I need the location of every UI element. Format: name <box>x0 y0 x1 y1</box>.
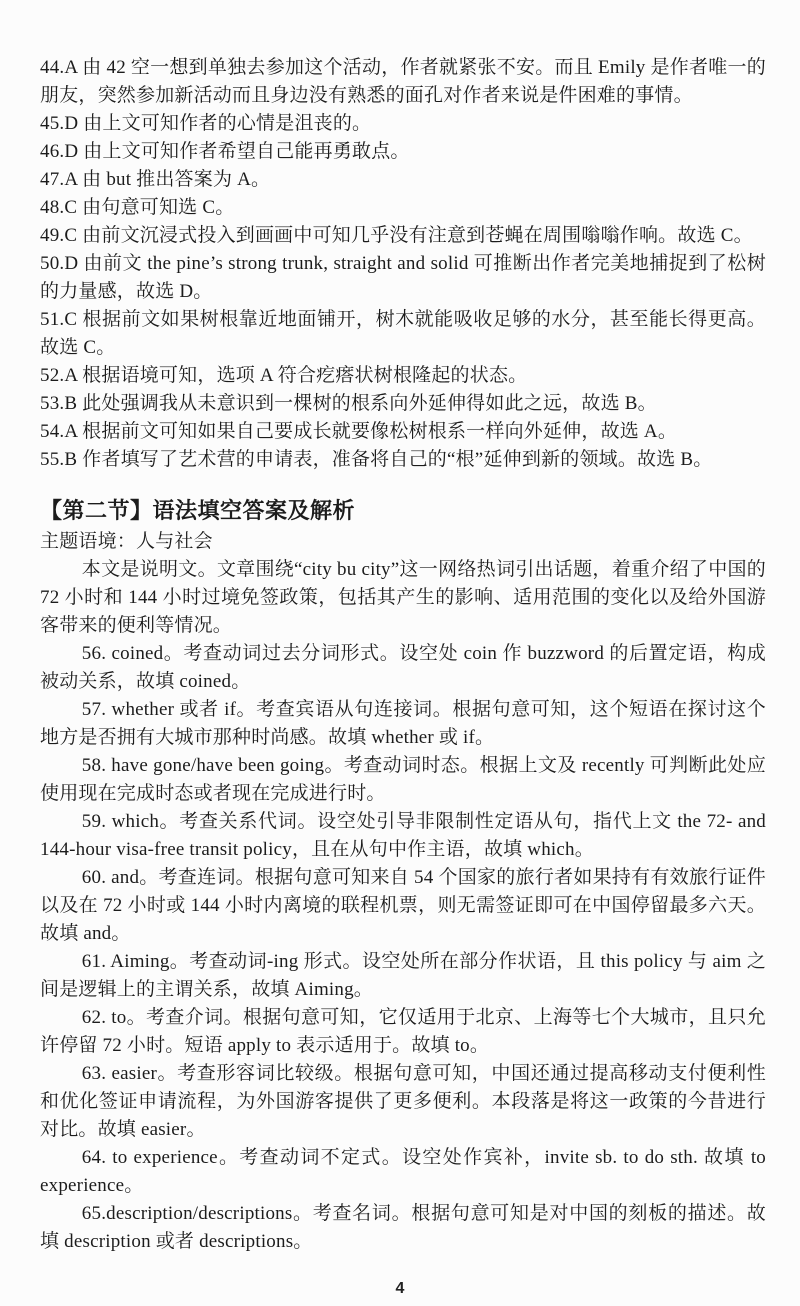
answer-explanation-paragraph: 45.D 由上文可知作者的心情是沮丧的。 <box>40 113 372 134</box>
answer-explanation-paragraph: 主题语境：人与社会 <box>40 531 213 552</box>
answer-explanation-paragraph: 64. to experience。考查动词不定式。设空处作宾补，invite sb. to do sth. 故填 to experience。 <box>40 1147 766 1196</box>
answer-explanation-paragraph: 54.A 根据前文可知如果自己要成长就要像松树根系一样向外延伸，故选 A。 <box>40 421 678 442</box>
answer-explanation-paragraph: 52.A 根据语境可知，选项 A 符合疙瘩状树根隆起的状态。 <box>40 365 528 386</box>
answer-explanation-paragraph: 57. whether 或者 if。考查宾语从句连接词。根据句意可知，这个短语在探讨这个地方是否拥有大城市那种时尚感。故填 whether 或 if。 <box>40 699 766 748</box>
answer-explanation-paragraph: 本文是说明文。文章围绕“city bu city”这一网络热词引出话题，着重介绍了中国的 72 小时和 144 小时过境免签政策，包括其产生的影响、适用范围的变化以及给外国游客带来的便利等情况。 <box>40 559 766 636</box>
answer-explanation-paragraph: 48.C 由句意可知选 C。 <box>40 197 235 218</box>
answer-explanation-paragraph: 56. coined。考查动词过去分词形式。设空处 coin 作 buzzword 的后置定语，构成被动关系，故填 coined。 <box>40 643 766 692</box>
answer-explanation-paragraph: 50.D 由前文 the pine’s strong trunk, straight and solid 可推断出作者完美地捕捉到了松树的力量感，故选 D。 <box>40 253 766 302</box>
answer-explanation-paragraph: 46.D 由上文可知作者希望自己能再勇敢点。 <box>40 141 410 162</box>
page-number: 4 <box>395 1280 405 1297</box>
answer-explanation-paragraph: 58. have gone/have been going。考查动词时态。根据上文及 recently 可判断此处应使用现在完成时态或者现在完成进行时。 <box>40 755 766 804</box>
answer-explanation-paragraph: 53.B 此处强调我从未意识到一棵树的根系向外延伸得如此之远，故选 B。 <box>40 393 657 414</box>
answer-explanation-paragraph: 51.C 根据前文如果树根靠近地面铺开，树木就能吸收足够的水分，甚至能长得更高。故选 C。 <box>40 309 766 358</box>
answer-explanation-paragraph: 59. which。考查关系代词。设空处引导非限制性定语从句，指代上文 the 72- and 144-hour visa-free transit policy，且在从句中作主语，故填 which。 <box>40 811 766 860</box>
answer-explanation-paragraph: 62. to。考查介词。根据句意可知，它仅适用于北京、上海等七个大城市，且只允许停留 72 小时。短语 apply to 表示适用于。故填 to。 <box>40 1007 766 1056</box>
answer-explanation-paragraph: 61. Aiming。考查动词-ing 形式。设空处所在部分作状语，且 this policy 与 aim 之间是逻辑上的主谓关系，故填 Aiming。 <box>40 951 766 1000</box>
answer-explanation-paragraph: 49.C 由前文沉浸式投入到画画中可知几乎没有注意到苍蝇在周围嗡嗡作响。故选 C。 <box>40 225 753 246</box>
answer-explanation-paragraph: 60. and。考查连词。根据句意可知来自 54 个国家的旅行者如果持有有效旅行证件以及在 72 小时或 144 小时内离境的联程机票，则无需签证即可在中国停留最多六天。故填 and。 <box>40 867 766 944</box>
answer-explanation-paragraph: 55.B 作者填写了艺术营的申请表，准备将自己的“根”延伸到新的领域。故选 B。 <box>40 449 713 470</box>
answer-explanation-paragraph: 63. easier。考查形容词比较级。根据句意可知，中国还通过提高移动支付便利性和优化签证申请流程，为外国游客提供了更多便利。本段落是将这一政策的今昔进行对比。故填 easier。 <box>40 1063 766 1140</box>
answer-explanations <box>40 54 766 1256</box>
section-heading: 【第二节】语法填空答案及解析 <box>40 498 356 523</box>
answer-explanation-paragraph: 44.A 由 42 空一想到单独去参加这个活动，作者就紧张不安。而且 Emily 是作者唯一的朋友，突然参加新活动而且身边没有熟悉的面孔对作者来说是件困难的事情。 <box>40 57 766 106</box>
answer-explanation-paragraph: 65.description/descriptions。考查名词。根据句意可知是对中国的刻板的描述。故填 description 或者 descriptions。 <box>40 1203 766 1252</box>
answer-explanation-paragraph: 47.A 由 but 推出答案为 A。 <box>40 169 271 190</box>
